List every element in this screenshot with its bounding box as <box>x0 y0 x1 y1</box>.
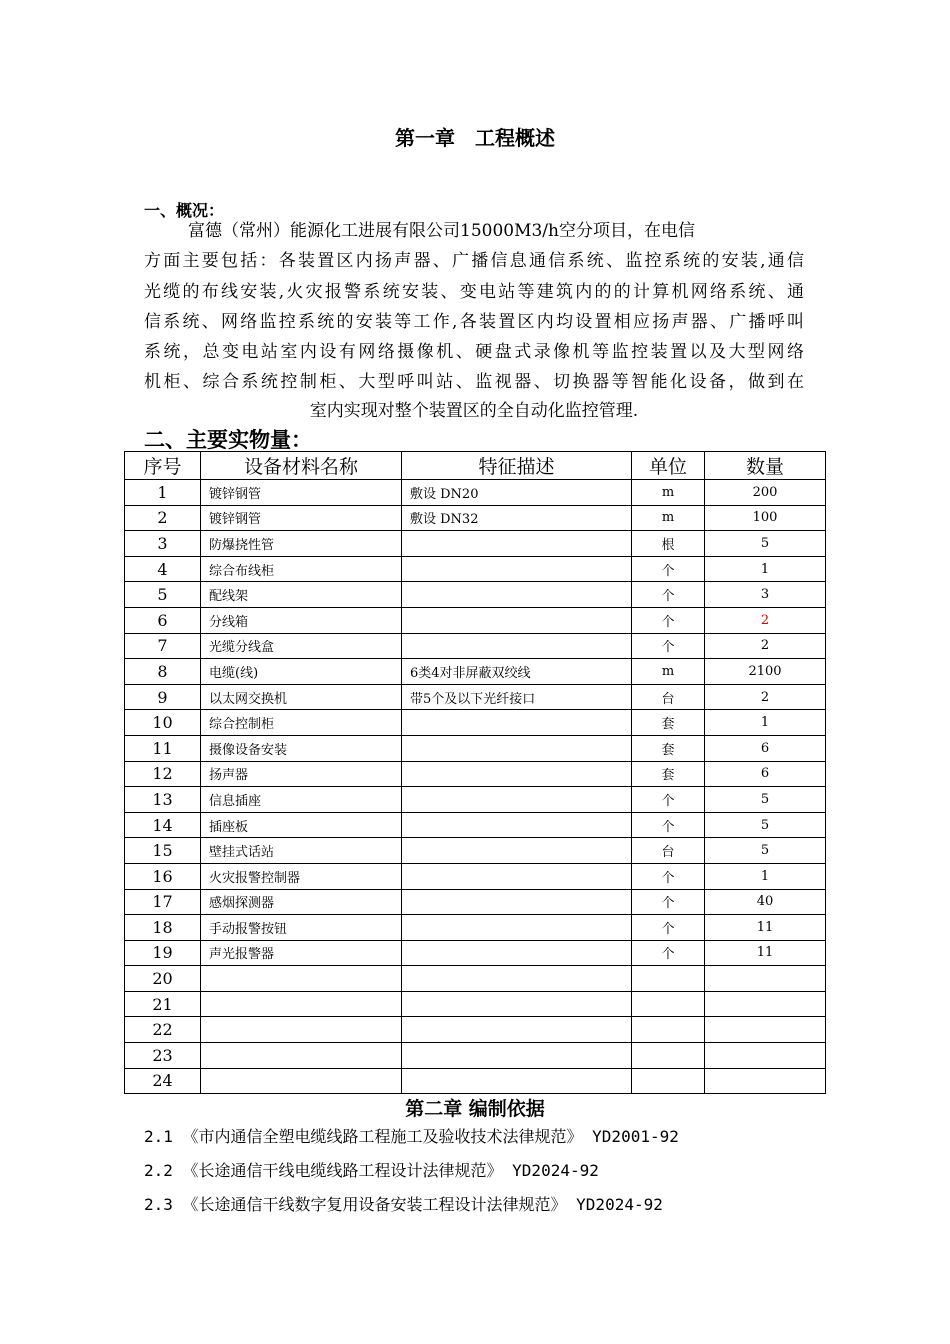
item-desc-cell <box>402 915 632 941</box>
item-qty-cell: 11 <box>705 940 826 966</box>
row-number-cell: 1 <box>125 480 201 506</box>
item-name-cell: 壁挂式话站 <box>201 838 402 864</box>
item-qty-cell: 200 <box>705 480 826 506</box>
table-row <box>125 889 826 915</box>
item-desc-cell <box>402 556 632 582</box>
item-unit-cell: 台 <box>632 838 705 864</box>
item-unit-cell <box>632 991 705 1017</box>
item-desc-cell <box>402 633 632 659</box>
item-qty-cell: 2 <box>705 607 826 633</box>
column-header-no: 序号 <box>125 452 201 480</box>
item-desc-cell <box>402 812 632 838</box>
table-row <box>125 607 826 633</box>
item-unit-cell <box>632 1017 705 1043</box>
table-row <box>125 1043 826 1069</box>
item-desc-cell <box>402 966 632 992</box>
item-unit-cell: 个 <box>632 607 705 633</box>
row-number-cell: 5 <box>125 582 201 608</box>
row-number-cell: 4 <box>125 556 201 582</box>
item-desc-cell: 6类4对非屏蔽双绞线 <box>402 659 632 685</box>
item-desc-cell <box>402 582 632 608</box>
overview-heading: 一、概况： <box>144 201 225 220</box>
item-name-cell <box>201 1068 402 1094</box>
table-row <box>125 1068 826 1094</box>
item-desc-cell: 敷设 DN32 <box>402 505 632 531</box>
row-number-cell: 3 <box>125 531 201 557</box>
item-name-cell: 防爆挠性管 <box>201 531 402 557</box>
table-row <box>125 582 826 608</box>
item-name-cell: 综合布线柜 <box>201 556 402 582</box>
column-header-qty: 数量 <box>705 452 826 480</box>
row-number-cell: 15 <box>125 838 201 864</box>
item-desc-cell <box>402 710 632 736</box>
table-row <box>125 735 826 761</box>
item-qty-cell <box>705 1017 826 1043</box>
item-name-cell: 手动报警按钮 <box>201 915 402 941</box>
table-row <box>125 991 826 1017</box>
item-qty-cell: 2 <box>705 633 826 659</box>
reference-item: 2.2 《长途通信干线电缆线路工程设计法律规范》 YD2024-92 <box>144 1161 599 1180</box>
item-name-cell: 以太网交换机 <box>201 684 402 710</box>
item-unit-cell <box>632 1043 705 1069</box>
item-name-cell: 配线架 <box>201 582 402 608</box>
table-header-row <box>125 452 826 480</box>
item-unit-cell: m <box>632 505 705 531</box>
item-desc-cell <box>402 889 632 915</box>
item-qty-cell: 100 <box>705 505 826 531</box>
row-number-cell: 24 <box>125 1068 201 1094</box>
item-qty-cell: 3 <box>705 582 826 608</box>
item-desc-cell: 带5个及以下光纤接口 <box>402 684 632 710</box>
item-desc-cell <box>402 607 632 633</box>
item-qty-cell <box>705 1068 826 1094</box>
item-qty-cell: 5 <box>705 812 826 838</box>
item-name-cell: 电缆(线) <box>201 659 402 685</box>
item-name-cell: 感烟探测器 <box>201 889 402 915</box>
chapter-1-title: 第一章 工程概述 <box>395 126 555 150</box>
table-row <box>125 633 826 659</box>
item-qty-cell: 40 <box>705 889 826 915</box>
item-desc-cell <box>402 1068 632 1094</box>
item-name-cell <box>201 991 402 1017</box>
item-name-cell: 摄像设备安装 <box>201 735 402 761</box>
item-name-cell: 声光报警器 <box>201 940 402 966</box>
row-number-cell: 11 <box>125 735 201 761</box>
row-number-cell: 7 <box>125 633 201 659</box>
row-number-cell: 17 <box>125 889 201 915</box>
table-row <box>125 838 826 864</box>
item-unit-cell: 个 <box>632 556 705 582</box>
quantities-heading: 二、主要实物量： <box>144 428 312 452</box>
reference-item: 2.3 《长途通信干线数字复用设备安装工程设计法律规范》 YD2024-92 <box>144 1195 663 1214</box>
table-row <box>125 940 826 966</box>
item-qty-cell: 1 <box>705 863 826 889</box>
item-name-cell: 光缆分线盒 <box>201 633 402 659</box>
item-qty-cell: 1 <box>705 710 826 736</box>
item-unit-cell: 台 <box>632 684 705 710</box>
table-row <box>125 761 826 787</box>
row-number-cell: 9 <box>125 684 201 710</box>
table-row <box>125 556 826 582</box>
item-qty-cell <box>705 991 826 1017</box>
item-desc-cell <box>402 1017 632 1043</box>
row-number-cell: 14 <box>125 812 201 838</box>
item-unit-cell: 个 <box>632 812 705 838</box>
overview-line: 机柜、综合系统控制柜、大型呼叫站、监视器、切换器等智能化设备，做到在 <box>144 372 804 392</box>
overview-line: 富德（常州）能源化工进展有限公司15000M3/h空分项目，在电信 <box>188 221 695 241</box>
item-qty-cell: 2100 <box>705 659 826 685</box>
item-name-cell: 火灾报警控制器 <box>201 863 402 889</box>
item-qty-cell <box>705 966 826 992</box>
column-header-desc: 特征描述 <box>402 452 632 480</box>
item-unit-cell <box>632 966 705 992</box>
column-header-unit: 单位 <box>632 452 705 480</box>
item-desc-cell <box>402 787 632 813</box>
item-qty-cell: 5 <box>705 531 826 557</box>
item-qty-cell <box>705 1043 826 1069</box>
item-unit-cell: 个 <box>632 940 705 966</box>
item-unit-cell: 套 <box>632 735 705 761</box>
item-qty-cell: 6 <box>705 761 826 787</box>
row-number-cell: 22 <box>125 1017 201 1043</box>
item-unit-cell: 个 <box>632 915 705 941</box>
overview-line: 光缆的布线安装,火灾报警系统安装、变电站等建筑内的的计算机网络系统、通 <box>144 282 804 302</box>
item-unit-cell <box>632 1068 705 1094</box>
row-number-cell: 21 <box>125 991 201 1017</box>
table-row <box>125 505 826 531</box>
chapter-2-title: 第二章 编制依据 <box>405 1098 545 1120</box>
item-desc-cell <box>402 531 632 557</box>
item-name-cell: 扬声器 <box>201 761 402 787</box>
quantities-table <box>124 451 826 1094</box>
item-qty-cell: 6 <box>705 735 826 761</box>
row-number-cell: 10 <box>125 710 201 736</box>
table-row <box>125 787 826 813</box>
table-row <box>125 684 826 710</box>
row-number-cell: 16 <box>125 863 201 889</box>
item-desc-cell <box>402 735 632 761</box>
row-number-cell: 20 <box>125 966 201 992</box>
item-desc-cell <box>402 940 632 966</box>
overview-line: 系统，总变电站室内设有网络摄像机、硬盘式录像机等监控装置以及大型网络 <box>144 342 804 362</box>
table-row <box>125 966 826 992</box>
column-header-name: 设备材料名称 <box>201 452 402 480</box>
row-number-cell: 2 <box>125 505 201 531</box>
item-qty-cell: 11 <box>705 915 826 941</box>
item-unit-cell: 套 <box>632 761 705 787</box>
item-qty-cell: 1 <box>705 556 826 582</box>
table-row <box>125 1017 826 1043</box>
item-name-cell <box>201 1043 402 1069</box>
table-row <box>125 710 826 736</box>
item-desc-cell <box>402 761 632 787</box>
table-row <box>125 812 826 838</box>
row-number-cell: 8 <box>125 659 201 685</box>
item-unit-cell: 个 <box>632 863 705 889</box>
item-qty-cell: 5 <box>705 838 826 864</box>
row-number-cell: 23 <box>125 1043 201 1069</box>
item-desc-cell <box>402 1043 632 1069</box>
item-name-cell: 信息插座 <box>201 787 402 813</box>
item-desc-cell <box>402 838 632 864</box>
table-row <box>125 659 826 685</box>
item-desc-cell: 敷设 DN20 <box>402 480 632 506</box>
row-number-cell: 13 <box>125 787 201 813</box>
row-number-cell: 6 <box>125 607 201 633</box>
item-unit-cell: 个 <box>632 633 705 659</box>
item-desc-cell <box>402 991 632 1017</box>
item-name-cell: 插座板 <box>201 812 402 838</box>
table-row <box>125 531 826 557</box>
item-unit-cell: 个 <box>632 582 705 608</box>
item-qty-cell: 2 <box>705 684 826 710</box>
table-row <box>125 915 826 941</box>
item-unit-cell: 个 <box>632 889 705 915</box>
table-row <box>125 480 826 506</box>
row-number-cell: 12 <box>125 761 201 787</box>
item-unit-cell: 个 <box>632 787 705 813</box>
item-name-cell <box>201 1017 402 1043</box>
overview-line: 室内实现对整个装置区的全自动化监控管理. <box>309 401 639 421</box>
item-unit-cell: m <box>632 659 705 685</box>
item-unit-cell: 根 <box>632 531 705 557</box>
item-name-cell: 镀锌钢管 <box>201 480 402 506</box>
item-unit-cell: m <box>632 480 705 506</box>
item-name-cell <box>201 966 402 992</box>
row-number-cell: 18 <box>125 915 201 941</box>
item-name-cell: 分线箱 <box>201 607 402 633</box>
overview-line: 信系统、网络监控系统的安装等工作,各装置区内均设置相应扬声器、广播呼叫 <box>144 312 804 332</box>
item-name-cell: 综合控制柜 <box>201 710 402 736</box>
item-unit-cell: 套 <box>632 710 705 736</box>
table-row <box>125 863 826 889</box>
overview-line: 方面主要包括：各装置区内扬声器、广播信息通信系统、监控系统的安装,通信 <box>144 251 804 271</box>
item-desc-cell <box>402 863 632 889</box>
reference-item: 2.1 《市内通信全塑电缆线路工程施工及验收技术法律规范》 YD2001-92 <box>144 1127 679 1146</box>
item-qty-cell: 5 <box>705 787 826 813</box>
item-name-cell: 镀锌钢管 <box>201 505 402 531</box>
row-number-cell: 19 <box>125 940 201 966</box>
